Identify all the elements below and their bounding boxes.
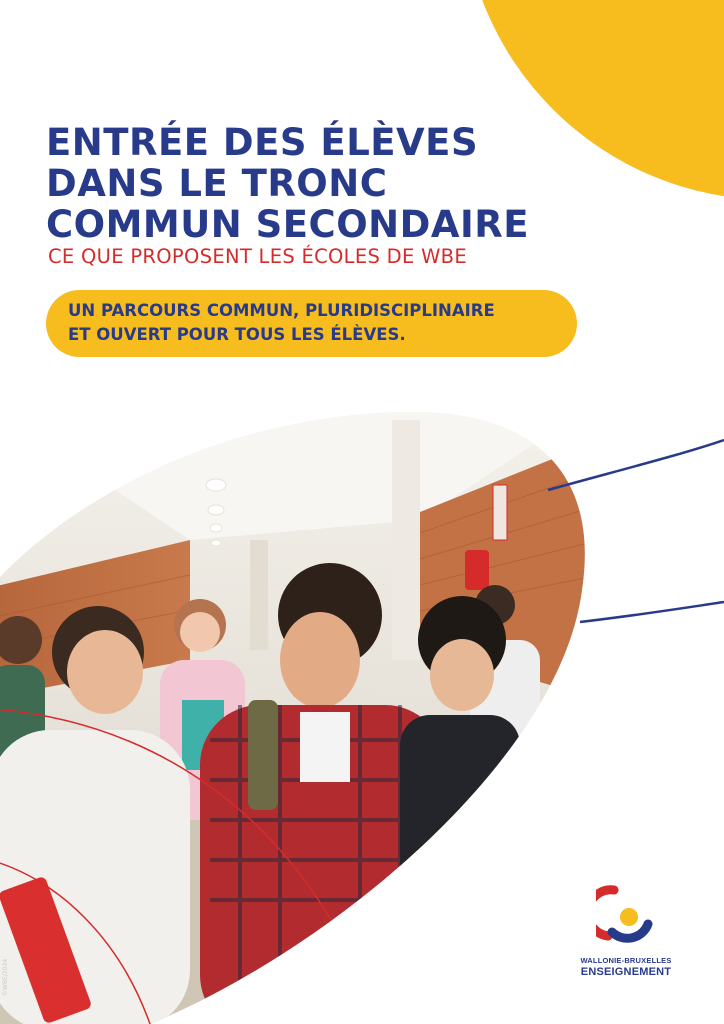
tagline-line-1: UN PARCOURS COMMUN, PLURIDISCIPLINAIRE [68,301,495,320]
logo-line-1: WALLONIE-BRUXELLES [580,956,672,965]
title-line-3: COMMUN SECONDAIRE [46,203,530,246]
tagline-line-2: ET OUVERT POUR TOUS LES ÉLÈVES. [68,325,406,344]
page-subtitle: CE QUE PROPOSENT LES ÉCOLES DE WBE [48,245,467,268]
photo-credit: ©WBE/2024 [2,958,9,996]
wbe-logo-icon [596,884,656,950]
wbe-logo [568,884,684,984]
title-line-1: ENTRÉE DES ÉLÈVES [46,121,479,164]
logo-line-2: ENSEIGNEMENT [580,966,672,978]
title-line-2: DANS LE TRONC [46,162,388,205]
